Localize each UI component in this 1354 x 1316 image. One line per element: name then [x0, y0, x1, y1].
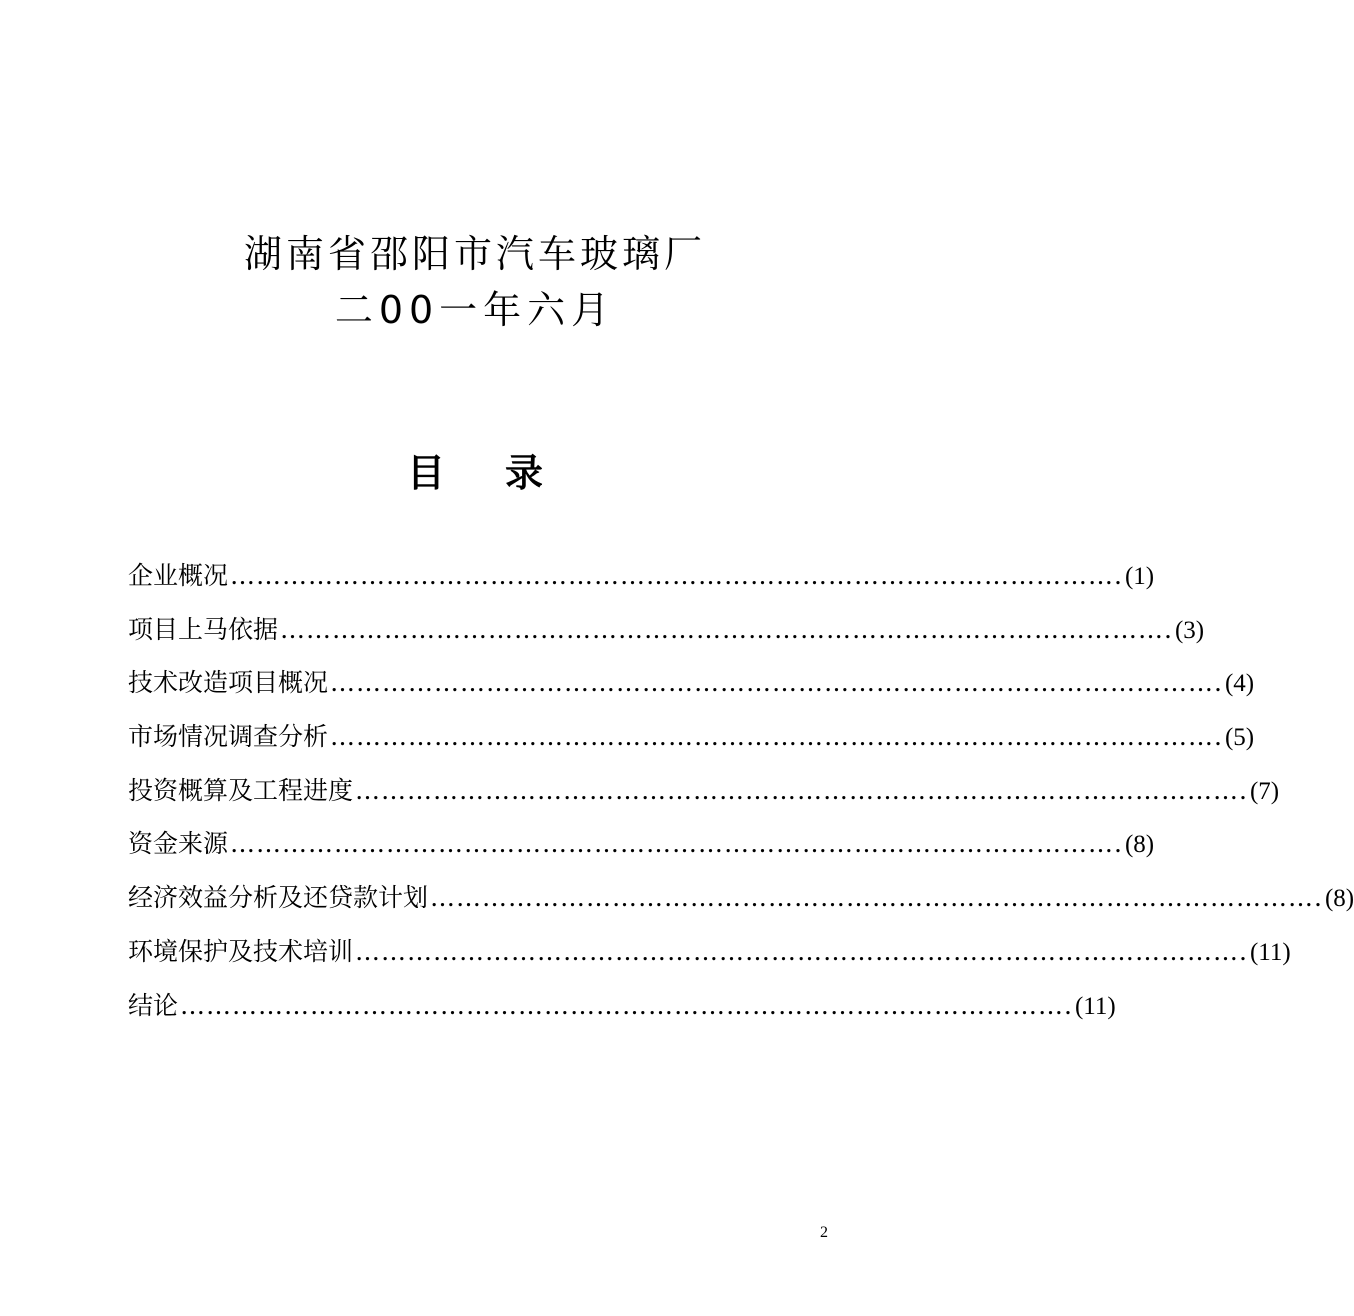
toc-entry-page: (3) — [1174, 616, 1205, 644]
company-name: 湖南省邵阳市汽车玻璃厂 — [243, 232, 706, 276]
toc-entry-label: 项目上马依据 — [128, 614, 279, 644]
toc-entry-page: (5) — [1224, 724, 1255, 752]
toc-entry-page: (4) — [1224, 670, 1255, 698]
toc-entry-label: 环境保护及技术培训 — [128, 936, 354, 966]
toc-leader-dots: …………………………………………………………………………………………. — [355, 936, 1248, 966]
toc-entry[interactable] — [128, 986, 1116, 1040]
toc-entry[interactable] — [128, 771, 1280, 825]
toc-entry-page: (8) — [1124, 831, 1155, 859]
toc-entry-label: 市场情况调查分析 — [128, 722, 329, 752]
toc-entry-page: (11) — [1074, 992, 1116, 1020]
toc-entry[interactable] — [128, 878, 1354, 932]
toc-title-right: 录 — [505, 451, 544, 495]
toc-entry-label: 投资概算及工程进度 — [128, 775, 354, 805]
toc-entry-label: 结论 — [128, 990, 179, 1020]
toc-entry-page: (11) — [1249, 938, 1291, 966]
table-of-contents — [128, 556, 1354, 1039]
toc-leader-dots: …………………………………………………………………………………………. — [280, 614, 1173, 644]
toc-leader-dots: …………………………………………………………………………………………. — [230, 829, 1123, 859]
toc-entry-label: 企业概况 — [128, 561, 229, 590]
toc-entry-label: 资金来源 — [128, 829, 229, 859]
toc-title — [0, 448, 950, 498]
toc-entry-label: 技术改造项目概况 — [128, 668, 329, 698]
toc-entry[interactable] — [128, 663, 1255, 717]
toc-entry[interactable] — [128, 717, 1255, 771]
toc-leader-dots: …………………………………………………………………………………………. — [430, 883, 1323, 913]
toc-leader-dots: …………………………………………………………………………………………. — [355, 775, 1248, 805]
toc-entry-label: 经济效益分析及还贷款计划 — [128, 883, 429, 913]
toc-entry-page: (7) — [1249, 777, 1280, 805]
page-number: 2 — [820, 1224, 828, 1241]
toc-entry-page: (1) — [1124, 563, 1155, 590]
toc-entry[interactable] — [128, 824, 1155, 878]
toc-title-left: 目 — [406, 451, 445, 495]
toc-entry[interactable] — [128, 610, 1205, 664]
toc-entry[interactable] — [128, 932, 1291, 986]
toc-leader-dots: …………………………………………………………………………………………. — [330, 722, 1223, 752]
toc-leader-dots: …………………………………………………………………………………………. — [230, 561, 1123, 590]
toc-entry-page: (8) — [1324, 885, 1354, 913]
toc-leader-dots: …………………………………………………………………………………………. — [180, 990, 1073, 1020]
toc-entry[interactable] — [128, 556, 1155, 610]
document-date: 二00一年六月 — [334, 288, 616, 332]
toc-leader-dots: …………………………………………………………………………………………. — [330, 668, 1223, 698]
